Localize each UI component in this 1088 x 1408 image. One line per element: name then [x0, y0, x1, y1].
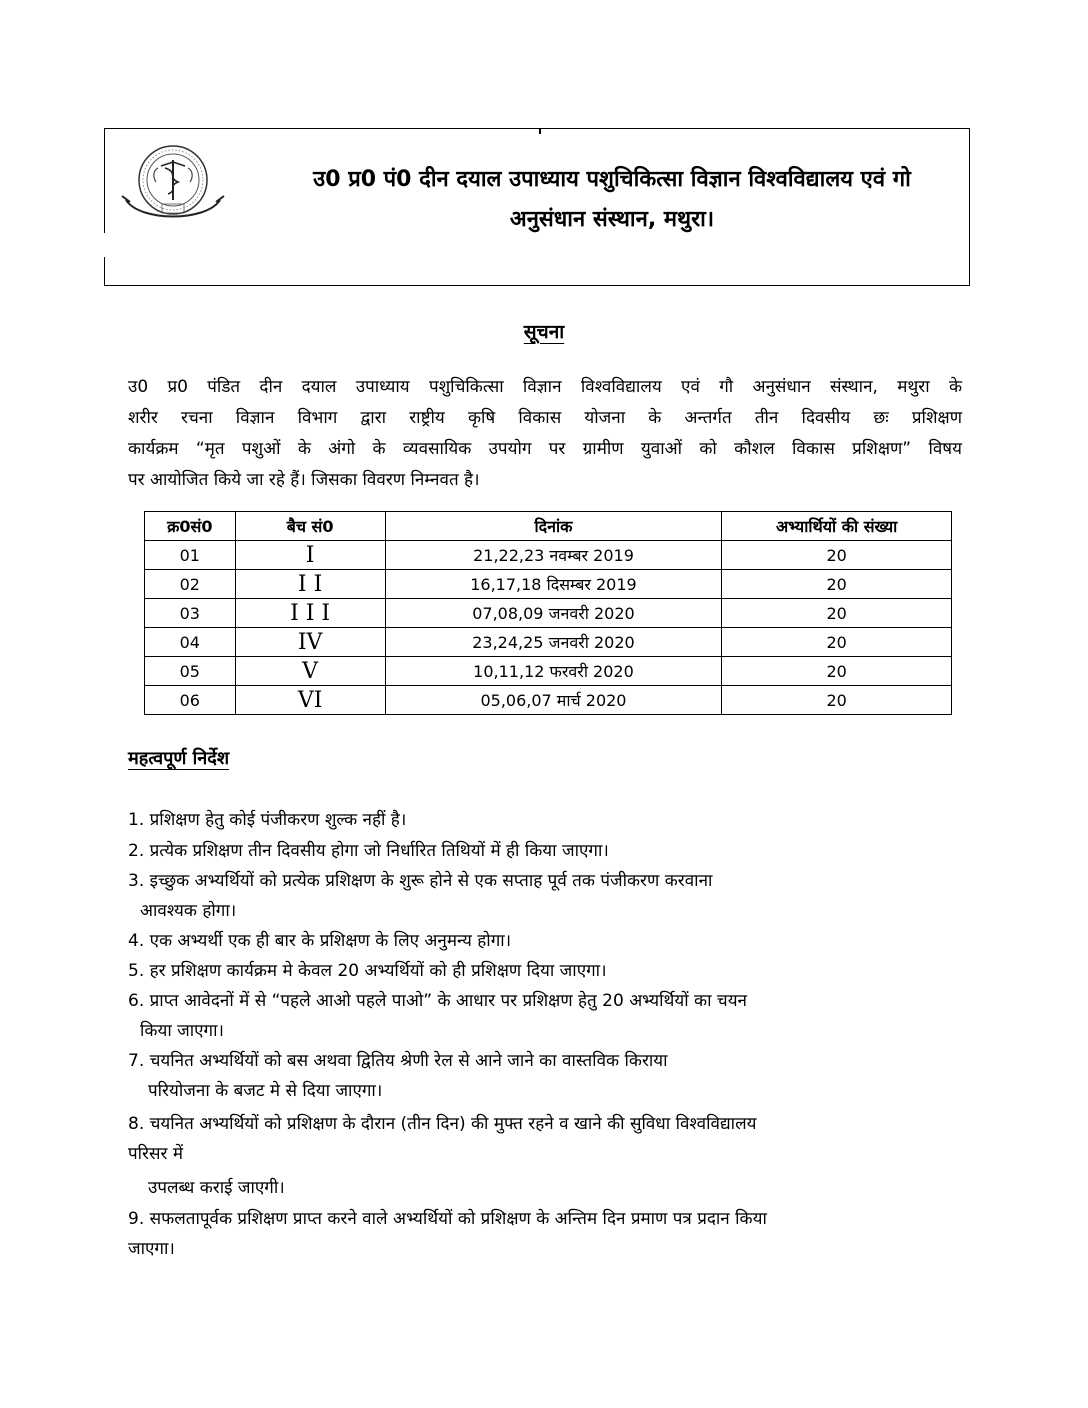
cell-date: 07,08,09 जनवरी 2020 — [385, 599, 722, 628]
instruction-item-6: 6. प्राप्त आवेदनों में से “पहले आओ पहले पाओ” के आधार पर प्रशिक्षण हेतु 20 अभ्यर्थियों का चयन — [128, 991, 747, 1011]
cell-serial: 04 — [145, 628, 236, 657]
intro-line-3: कार्यक्रम “मृत पशुओं के अंगो के व्यवसायिक उपयोग पर ग्रामीण युवाओं को कौशल विकास प्रशिक्षण” विषय — [128, 439, 962, 459]
cell-candidates: 20 — [722, 686, 952, 715]
instruction-item-3-cont: आवश्यक होगा। — [140, 901, 237, 921]
cell-batch: I — [235, 541, 385, 570]
university-name — [258, 160, 966, 240]
university-name-line-1: उ0 प्र0 पं0 दीन दयाल उपाध्याय पशुचिकित्सा विज्ञान विश्वविद्यालय एवं गो — [313, 167, 911, 192]
table-row — [145, 657, 952, 686]
header-date: दिनांक — [385, 512, 722, 541]
cell-candidates: 20 — [722, 628, 952, 657]
instruction-item-7-cont: परियोजना के बजट मे से दिया जाएगा। — [148, 1081, 383, 1101]
cell-serial: 06 — [145, 686, 236, 715]
schedule-table — [144, 511, 952, 715]
instruction-item-9: 9. सफलतापूर्वक प्रशिक्षण प्राप्त करने वाले अभ्यर्थियों को प्रशिक्षण के अन्तिम दिन प्रमाण पत्र प्रदान किया — [128, 1209, 767, 1229]
table-header-row — [145, 512, 952, 541]
table-row — [145, 599, 952, 628]
university-name-line-2: अनुसंधान संस्थान, मथुरा। — [509, 207, 715, 232]
header-border-gap — [102, 233, 108, 257]
cell-batch: I I I — [235, 599, 385, 628]
intro-line-2: शरीर रचना विज्ञान विभाग द्वारा राष्ट्रीय कृषि विकास योजना के अन्तर्गत तीन दिवसीय छः प्रशिक्षण — [128, 408, 962, 428]
header-candidates: अभ्यार्थियों की संख्या — [722, 512, 952, 541]
cell-candidates: 20 — [722, 541, 952, 570]
table-row — [145, 686, 952, 715]
instruction-item-7: 7. चयनित अभ्यर्थियों को बस अथवा द्वितिय श्रेणी रेल से आने जाने का वास्तविक किराया — [128, 1051, 668, 1071]
instruction-item-9-cont: जाएगा। — [128, 1239, 175, 1259]
instruction-item-6-cont: किया जाएगा। — [140, 1021, 224, 1041]
intro-paragraph — [128, 372, 962, 465]
cell-date: 10,11,12 फरवरी 2020 — [385, 657, 722, 686]
university-seal-icon — [118, 138, 228, 232]
instruction-item-4: 4. एक अभ्यर्थी एक ही बार के प्रशिक्षण के लिए अनुमन्य होगा। — [128, 931, 512, 951]
instruction-item-1: 1. प्रशिक्षण हेतु कोई पंजीकरण शुल्क नहीं है। — [128, 810, 407, 830]
cell-batch: I I — [235, 570, 385, 599]
intro-line-1: उ0 प्र0 पंडित दीन दयाल उपाध्याय पशुचिकित्सा विज्ञान विश्वविद्यालय एवं गौ अनुसंधान संस्थान, मथुरा के — [128, 377, 962, 397]
notice-title — [0, 318, 1088, 344]
cell-serial: 02 — [145, 570, 236, 599]
instruction-item-3: 3. इच्छुक अभ्यर्थियों को प्रत्येक प्रशिक्षण के शुरू होने से एक सप्ताह पूर्व तक पंजीकरण करवाना — [128, 871, 713, 891]
table-row — [145, 628, 952, 657]
header-serial: क्र0सं0 — [145, 512, 236, 541]
instruction-item-2: 2. प्रत्येक प्रशिक्षण तीन दिवसीय होगा जो निर्धारित तिथियों में ही किया जाएगा। — [128, 841, 609, 861]
instruction-item-5: 5. हर प्रशिक्षण कार्यक्रम मे केवल 20 अभ्यर्थियों को ही प्रशिक्षण दिया जाएगा। — [128, 961, 607, 981]
instructions-title: महत्वपूर्ण निर्देश — [128, 748, 230, 769]
instruction-item-8: 8. चयनित अभ्यर्थियों को प्रशिक्षण के दौरान (तीन दिन) की मुफ्त रहने व खाने की सुविधा विश्वविद्यालय — [128, 1114, 757, 1134]
table-row — [145, 541, 952, 570]
cell-serial: 03 — [145, 599, 236, 628]
cell-serial: 05 — [145, 657, 236, 686]
cell-date: 16,17,18 दिसम्बर 2019 — [385, 570, 722, 599]
cell-batch: IV — [235, 628, 385, 657]
cell-date: 23,24,25 जनवरी 2020 — [385, 628, 722, 657]
notice-title-text: सूचना — [523, 321, 565, 343]
cell-date: 21,22,23 नवम्बर 2019 — [385, 541, 722, 570]
instruction-item-8-cont-2: उपलब्ध कराई जाएगी। — [148, 1178, 285, 1198]
intro-line-4: पर आयोजित किये जा रहे हैं। जिसका विवरण निम्नवत है। — [128, 470, 480, 490]
cell-batch: VI — [235, 686, 385, 715]
cell-candidates: 20 — [722, 570, 952, 599]
cell-serial: 01 — [145, 541, 236, 570]
cell-candidates: 20 — [722, 599, 952, 628]
instruction-item-8-cont: परिसर में — [128, 1144, 184, 1164]
cell-batch: V — [235, 657, 385, 686]
top-tick-mark — [539, 128, 541, 134]
cell-date: 05,06,07 मार्च 2020 — [385, 686, 722, 715]
table-row — [145, 570, 952, 599]
cell-candidates: 20 — [722, 657, 952, 686]
header-batch: बैच सं0 — [235, 512, 385, 541]
